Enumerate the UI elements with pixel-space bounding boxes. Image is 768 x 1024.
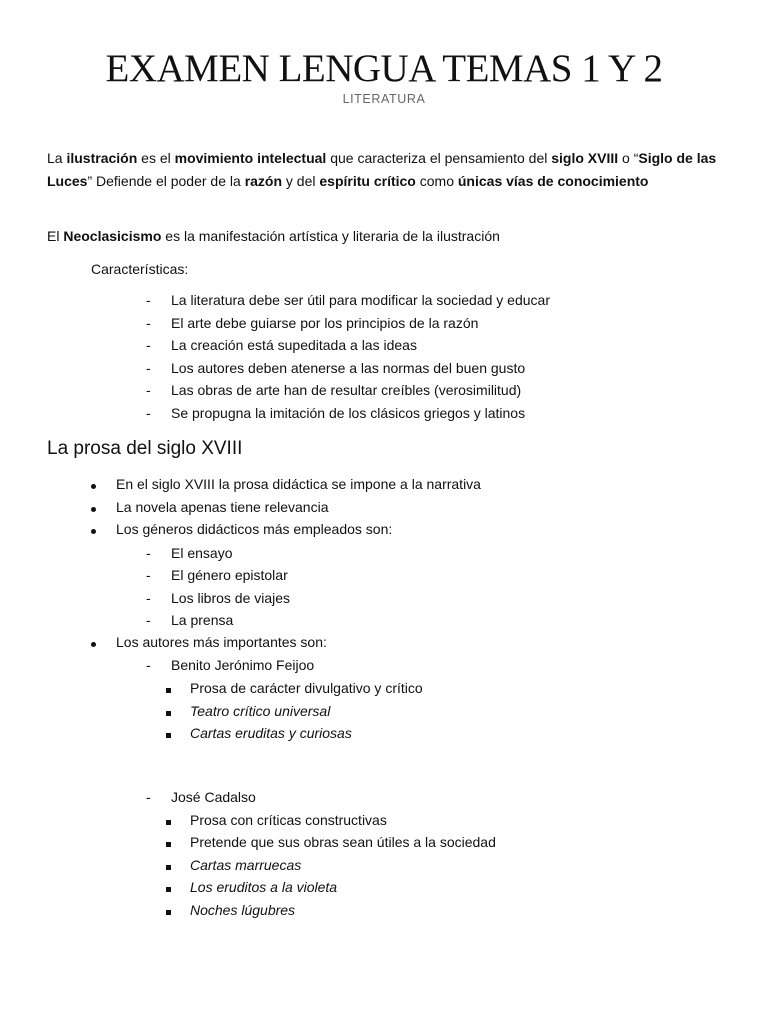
- author-name: José Cadalso: [171, 789, 256, 805]
- dash-marker: -: [146, 314, 151, 331]
- dash-marker: -: [146, 359, 151, 376]
- list-item: Los autores más importantes son:: [116, 634, 327, 650]
- list-item: Pretende que sus obras sean útiles a la sociedad: [190, 834, 496, 850]
- bullet-icon: [91, 496, 96, 518]
- dash-marker: -: [146, 404, 151, 421]
- square-bullet-icon: [166, 831, 171, 853]
- bold-term: ilustración: [66, 150, 138, 166]
- document-subtitle: LITERATURA: [342, 92, 426, 106]
- list-item: La novela apenas tiene relevancia: [116, 498, 329, 515]
- text-run: o “: [618, 150, 639, 166]
- work-title: Teatro crítico universal: [190, 702, 331, 719]
- text-run: como: [415, 172, 458, 189]
- bold-term: siglo XVIII: [551, 150, 619, 166]
- square-bullet-icon: [166, 876, 171, 898]
- bold-term: únicas vías de conocimiento: [457, 172, 649, 189]
- document-title: EXAMEN LENGUA TEMAS 1 Y 2: [105, 47, 663, 90]
- dash-marker: -: [146, 589, 151, 606]
- dash-marker: -: [146, 382, 151, 398]
- intro-paragraph-neoclasicismo: [47, 225, 737, 248]
- list-item: Las obras de arte han de resultar creíbles (verosimilitud): [171, 382, 522, 398]
- bullet-icon: [91, 518, 96, 540]
- dash-marker: -: [146, 292, 151, 308]
- list-item: El género epistolar: [171, 567, 288, 583]
- dash-marker: -: [146, 789, 151, 805]
- characteristics-label: Características:: [91, 261, 189, 277]
- square-bullet-icon: [166, 722, 171, 744]
- bold-term: Siglo de las Luces: [47, 150, 717, 189]
- list-item: Los libros de viajes: [171, 589, 291, 606]
- text-run: que caracteriza el pensamiento del: [326, 150, 552, 166]
- dash-marker: -: [146, 567, 151, 583]
- list-item: Prosa de carácter divulgativo y crítico: [190, 680, 423, 696]
- dash-marker: -: [146, 657, 151, 673]
- square-bullet-icon: [166, 809, 171, 831]
- square-bullet-icon: [166, 854, 171, 876]
- intro-paragraph-ilustracion: [47, 147, 737, 192]
- text-run: es la manifestación artística y literaria de la ilustración: [161, 228, 500, 244]
- bold-term: movimiento intelectual: [174, 150, 327, 166]
- dash-marker: -: [146, 612, 151, 628]
- dash-marker: -: [146, 337, 151, 353]
- list-item: La literatura debe ser útil para modificar la sociedad y educar: [171, 292, 550, 308]
- list-item: El ensayo: [171, 544, 233, 561]
- list-item: En el siglo XVIII la prosa didáctica se impone a la narrativa: [116, 476, 481, 492]
- text-run: La: [47, 150, 67, 166]
- work-title: Cartas eruditas y curiosas: [190, 725, 352, 741]
- list-item: Se propugna la imitación de los clásicos griegos y latinos: [171, 404, 526, 421]
- text-run: y del: [282, 172, 320, 189]
- dash-marker: -: [146, 544, 151, 561]
- list-item: La prensa: [171, 612, 234, 628]
- author-name: Benito Jerónimo Feijoo: [171, 657, 315, 673]
- list-item: Los autores deben atenerse a las normas del buen gusto: [171, 359, 526, 376]
- list-item: Prosa con críticas constructivas: [190, 811, 387, 828]
- text-run: El: [47, 228, 64, 244]
- list-item: La creación está supeditada a las ideas: [171, 337, 417, 353]
- square-bullet-icon: [166, 700, 171, 722]
- work-title: Noches lúgubres: [190, 901, 296, 918]
- square-bullet-icon: [166, 677, 171, 699]
- square-bullet-icon: [166, 899, 171, 921]
- bullet-icon: [91, 473, 96, 495]
- text-run: ” Defiende el poder de la: [87, 172, 245, 189]
- bold-term: razón: [244, 172, 283, 189]
- bold-term: espíritu crítico: [319, 172, 416, 189]
- text-run: es el: [137, 150, 175, 166]
- list-item: El arte debe guiarse por los principios de la razón: [171, 314, 479, 331]
- work-title: Cartas marruecas: [190, 856, 302, 873]
- work-title: Los eruditos a la violeta: [190, 879, 338, 895]
- bold-term: Neoclasicismo: [63, 228, 162, 244]
- list-item: Los géneros didácticos más empleados son:: [116, 521, 393, 537]
- bullet-icon: [91, 631, 96, 653]
- section-heading-prosa: La prosa del siglo XVIII: [47, 438, 243, 459]
